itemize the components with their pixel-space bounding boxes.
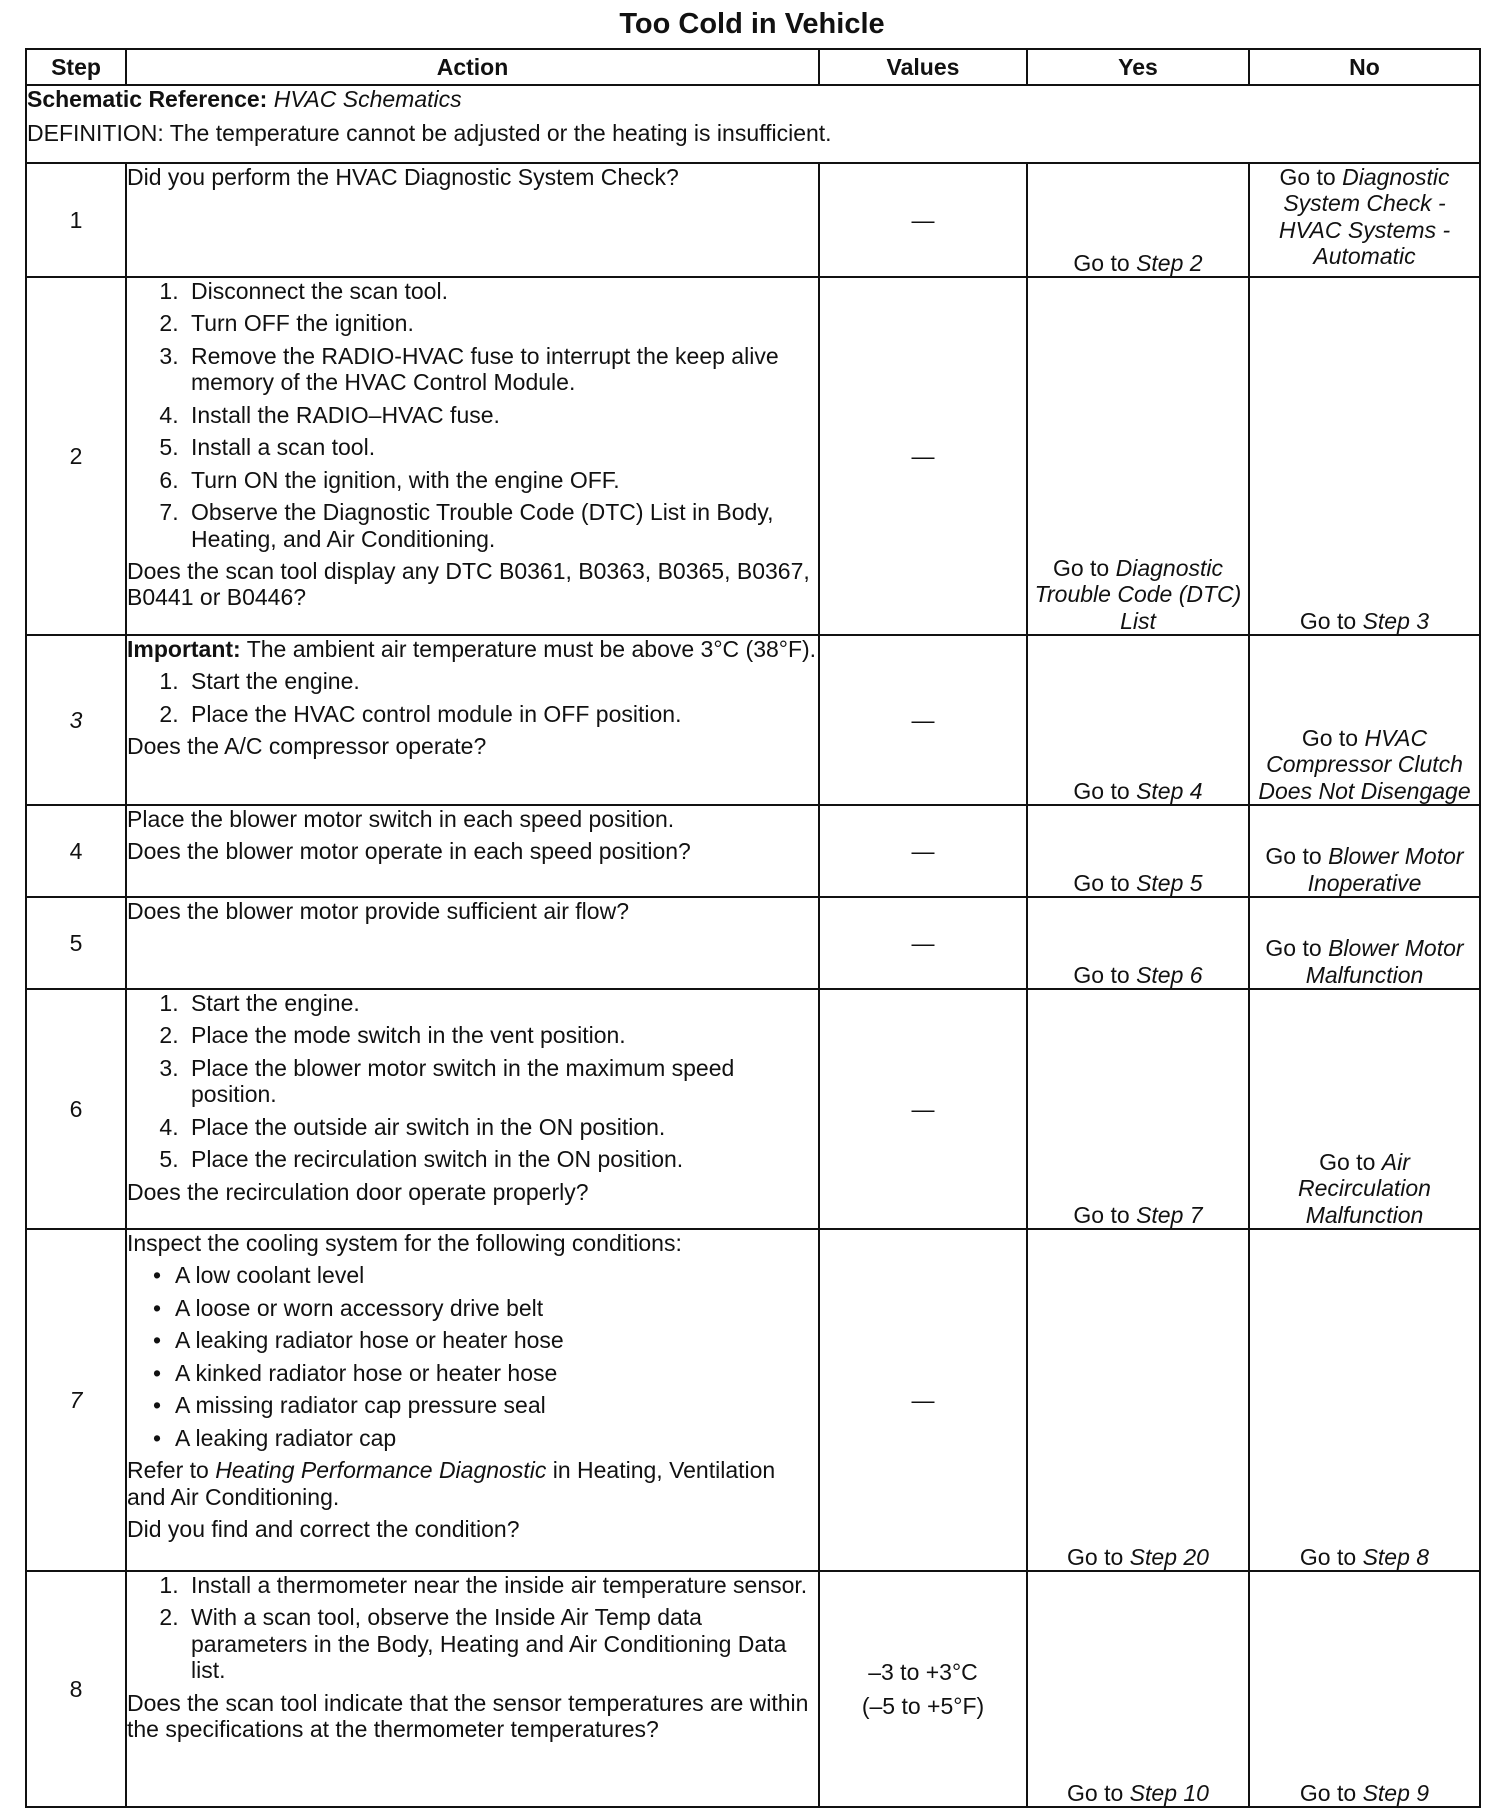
intro-text: Place the blower motor switch in each speed position. <box>127 806 675 832</box>
action-cell <box>126 163 819 277</box>
yes-link[interactable]: Step 7 <box>1136 1201 1203 1228</box>
header-step: Step <box>26 49 126 85</box>
definition-text: DEFINITION: The temperature cannot be adjusted or the heating is insufficient. <box>27 120 832 147</box>
yes-cell: Go to Diagnostic Trouble Code (DTC) List <box>1027 277 1249 635</box>
yes-link[interactable]: Step 2 <box>1136 249 1203 276</box>
values-cell <box>819 1571 1027 1807</box>
step-row-6 <box>26 989 1480 1229</box>
yes-link[interactable]: Step 6 <box>1136 961 1203 988</box>
yes-link[interactable]: Step 5 <box>1136 869 1203 896</box>
list-item: • A leaking radiator cap <box>175 1425 818 1451</box>
question-text: Did you perform the HVAC Diagnostic System Check? <box>127 164 679 190</box>
question-text: Does the scan tool indicate that the sensor temperatures are within the specifications at the thermometer temperatures? <box>127 1689 809 1743</box>
yes-link[interactable]: Step 20 <box>1129 1543 1209 1570</box>
instruction-list <box>127 1572 818 1684</box>
no-cell: Go to Step 3 <box>1249 277 1480 635</box>
action-cell <box>126 1229 819 1571</box>
no-cell: Go to HVAC Compressor Clutch Does Not Disengage <box>1249 635 1480 805</box>
step-row-3 <box>26 635 1480 805</box>
list-item: • A kinked radiator hose or heater hose <box>175 1360 818 1386</box>
action-cell <box>126 1571 819 1807</box>
condition-list <box>127 1262 818 1451</box>
schematic-label: Schematic Reference: <box>27 86 268 112</box>
values-cell: — <box>819 163 1027 277</box>
values-cell: — <box>819 635 1027 805</box>
header-row <box>26 49 1480 85</box>
step-row-8 <box>26 1571 1480 1807</box>
no-link[interactable]: Air Recirculation Malfunction <box>1298 1148 1431 1228</box>
list-item: 5. Place the recirculation switch in the ON position. <box>185 1146 818 1172</box>
question-text: Does the blower motor provide sufficient air flow? <box>127 898 629 924</box>
page-title: Too Cold in Vehicle <box>619 8 885 40</box>
instruction-list <box>127 668 818 727</box>
no-link[interactable]: Step 9 <box>1362 1779 1430 1806</box>
list-item: 2. Place the HVAC control module in OFF position. <box>185 701 818 727</box>
header-values: Values <box>819 49 1027 85</box>
list-item: • A loose or worn accessory drive belt <box>175 1295 818 1321</box>
schematic-cell <box>26 85 1480 163</box>
action-cell <box>126 897 819 989</box>
step-row-7 <box>26 1229 1480 1571</box>
diagnostic-table <box>25 48 1481 1808</box>
list-item: • A missing radiator cap pressure seal <box>175 1392 818 1418</box>
question-text: Does the blower motor operate in each speed position? <box>127 838 691 865</box>
intro-text: Inspect the cooling system for the following conditions: <box>127 1230 682 1256</box>
question-text: Does the recirculation door operate properly? <box>127 1178 589 1205</box>
list-item: 6. Turn ON the ignition, with the engine OFF. <box>185 467 818 493</box>
yes-cell: Go to Step 10 <box>1027 1571 1249 1807</box>
step-row-2 <box>26 277 1480 635</box>
step-number: 1 <box>26 163 126 277</box>
values-cell: — <box>819 277 1027 635</box>
value-fahrenheit: (–5 to +5°F) <box>861 1693 985 1719</box>
no-cell: Go to Air Recirculation Malfunction <box>1249 989 1480 1229</box>
yes-cell: Go to Step 6 <box>1027 897 1249 989</box>
list-item: 3. Place the blower motor switch in the maximum speed position. <box>185 1055 818 1108</box>
list-item: 7. Observe the Diagnostic Trouble Code (DTC) List in Body, Heating, and Air Conditioning. <box>185 499 818 552</box>
list-item: 3. Remove the RADIO-HVAC fuse to interrupt the keep alive memory of the HVAC Control Module. <box>185 343 818 396</box>
values-cell: — <box>819 1229 1027 1571</box>
instruction-list <box>127 990 818 1173</box>
step-row-4 <box>26 805 1480 897</box>
no-link[interactable]: HVAC Compressor Clutch Does Not Disengage <box>1258 724 1471 804</box>
list-item: 1. Install a thermometer near the inside air temperature sensor. <box>185 1572 818 1598</box>
values-cell: — <box>819 897 1027 989</box>
action-cell <box>126 635 819 805</box>
yes-cell: Go to Step 4 <box>1027 635 1249 805</box>
yes-cell: Go to Step 5 <box>1027 805 1249 897</box>
no-cell: Go to Blower Motor Malfunction <box>1249 897 1480 989</box>
yes-cell: Go to Step 7 <box>1027 989 1249 1229</box>
step-number: 2 <box>26 277 126 635</box>
yes-cell: Go to Step 20 <box>1027 1229 1249 1571</box>
no-link[interactable]: Step 3 <box>1362 607 1430 634</box>
list-item: 4. Install the RADIO–HVAC fuse. <box>185 402 818 428</box>
no-cell: Go to Diagnostic System Check - HVAC Systems - Automatic <box>1249 163 1480 277</box>
no-cell: Go to Blower Motor Inoperative <box>1249 805 1480 897</box>
action-cell <box>126 805 819 897</box>
yes-link[interactable]: Step 4 <box>1136 777 1203 804</box>
step-number: 6 <box>26 989 126 1229</box>
no-cell: Go to Step 9 <box>1249 1571 1480 1807</box>
instruction-list <box>127 278 818 552</box>
step-number: 8 <box>26 1571 126 1807</box>
list-item: 2. With a scan tool, observe the Inside Air Temp data parameters in the Body, Heating and Air Conditioning Data list. <box>185 1604 818 1683</box>
action-cell <box>126 989 819 1229</box>
step-number: 7 <box>26 1229 126 1571</box>
no-link[interactable]: Step 8 <box>1362 1543 1430 1570</box>
step-row-5 <box>26 897 1480 989</box>
list-item: 1. Start the engine. <box>185 990 818 1016</box>
step-number: 4 <box>26 805 126 897</box>
question-text: Does the A/C compressor operate? <box>127 733 487 760</box>
header-action: Action <box>126 49 819 85</box>
no-link[interactable]: Blower Motor Malfunction <box>1305 935 1464 988</box>
refer-text: Refer to Heating Performance Diagnostic in Heating, Ventilation and Air Conditioning. <box>127 1457 776 1510</box>
values-cell: — <box>819 805 1027 897</box>
header-no: No <box>1249 49 1480 85</box>
important-note: Important: The ambient air temperature must be above 3°C (38°F). <box>127 636 817 662</box>
list-item: 5. Install a scan tool. <box>185 434 818 460</box>
step-number: 3 <box>26 635 126 805</box>
yes-link[interactable]: Diagnostic Trouble Code (DTC) List <box>1034 554 1242 634</box>
step-number: 5 <box>26 897 126 989</box>
question-text: Did you find and correct the condition? <box>127 1515 520 1542</box>
list-item: 2. Turn OFF the ignition. <box>185 310 818 336</box>
schematic-reference-link[interactable]: HVAC Schematics <box>273 86 462 112</box>
refer-link[interactable]: Heating Performance Diagnostic <box>215 1457 547 1484</box>
list-item: 4. Place the outside air switch in the ON position. <box>185 1114 818 1140</box>
list-item: 2. Place the mode switch in the vent position. <box>185 1022 818 1048</box>
yes-link[interactable]: Step 10 <box>1129 1779 1209 1806</box>
question-text: Does the scan tool display any DTC B0361, B0363, B0365, B0367, B0441 or B0446? <box>127 557 810 611</box>
schematic-row <box>26 85 1480 163</box>
list-item: 1. Disconnect the scan tool. <box>185 278 818 304</box>
list-item: • A low coolant level <box>175 1262 818 1288</box>
step-row-1 <box>26 163 1480 277</box>
no-link[interactable]: Diagnostic System Check - HVAC Systems - Automatic <box>1278 164 1451 270</box>
list-item: • A leaking radiator hose or heater hose <box>175 1327 818 1353</box>
no-link[interactable]: Blower Motor Inoperative <box>1307 843 1464 896</box>
value-celsius: –3 to +3°C <box>868 1658 978 1685</box>
list-item: 1. Start the engine. <box>185 668 818 694</box>
action-cell <box>126 277 819 635</box>
header-yes: Yes <box>1027 49 1249 85</box>
yes-cell: Go to Step 2 <box>1027 163 1249 277</box>
values-cell: — <box>819 989 1027 1229</box>
no-cell: Go to Step 8 <box>1249 1229 1480 1571</box>
